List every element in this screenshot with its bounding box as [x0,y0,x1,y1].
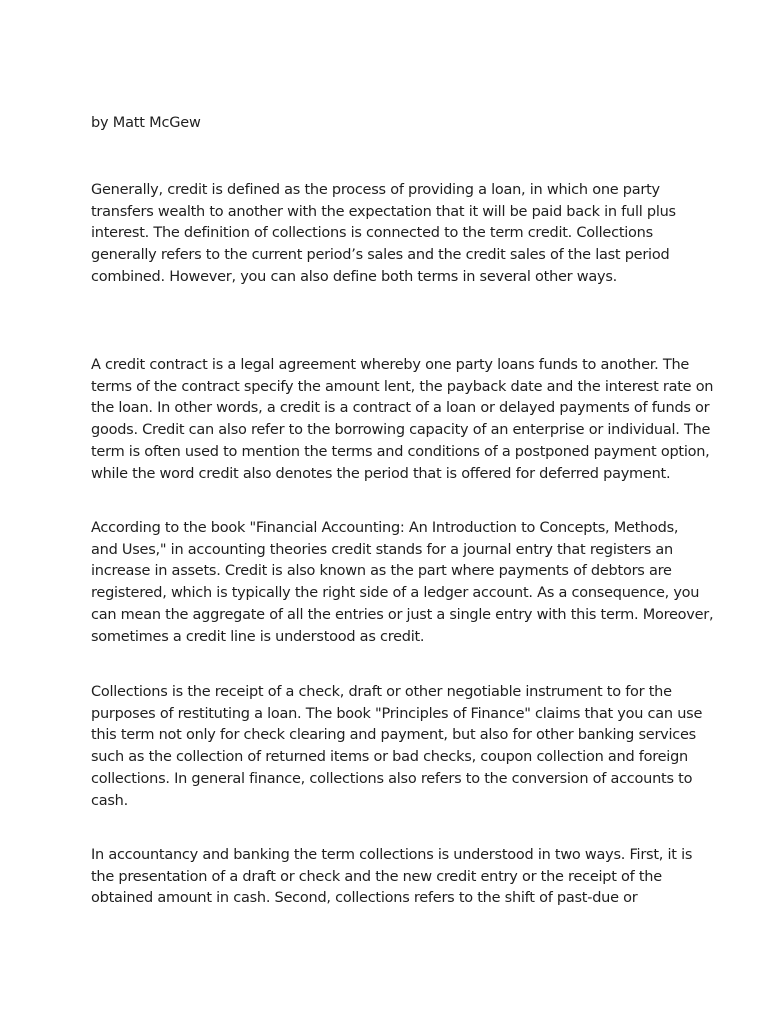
text-line: goods. Credit can also refer to the borrowing capacity of an enterprise or individual. The [91,422,711,439]
text-line: Collections is the receipt of a check, draft or other negotiable instrument to for the [91,684,672,700]
text-line: combined. However, you can also define both terms in several other ways. [91,268,617,285]
paragraph-financial-accounting [91,518,714,648]
paragraph-credit-contract [91,355,714,485]
text-line: the loan. In other words, a credit is a contract of a loan or delayed payments of funds or [91,400,710,417]
text-line: while the word credit also denotes the period that is offered for deferred payment. [91,465,671,482]
text-line: obtained amount in cash. Second, collections refers to the shift of past-due or [91,890,638,907]
text-line: According to the book "Financial Accounting: An Introduction to Concepts, Methods, [91,520,679,536]
text-line: such as the collection of returned items or bad checks, coupon collection and foreign [91,749,688,766]
text-line: registered, which is typically the right side of a ledger account. As a consequence, you [91,585,700,602]
text-line: purposes of restituting a loan. The book "Principles of Finance" claims that you can use [91,705,703,722]
text-line: interest. The definition of collections is connected to the term credit. Collections [91,225,653,242]
text-line: the presentation of a draft or check and the new credit entry or the receipt of the [91,868,662,885]
text-line: transfers wealth to another with the expectation that it will be paid back in full plus [91,203,676,220]
text-line: can mean the aggregate of all the entries or just a single entry with this term. Moreover, [91,606,714,623]
text-line: In accountancy and banking the term collections is understood in two ways. First, it is [91,847,693,863]
text-line: terms of the contract specify the amount lent, the payback date and the interest rate on [91,378,714,395]
text-line: increase in assets. Credit is also known as the part where payments of debtors are [91,563,672,580]
text-line: A credit contract is a legal agreement whereby one party loans funds to another. The [91,357,690,373]
text-line: this term not only for check clearing and payment, but also for other banking services [91,727,696,744]
author-byline: by Matt McGew [91,115,201,131]
text-line: sometimes a credit line is understood as credit. [91,628,425,645]
text-line: collections. In general finance, collections also refers to the conversion of accounts to [91,770,693,787]
paragraph-credit-definition [91,180,691,289]
text-line: term is often used to mention the terms and conditions of a postponed payment option, [91,443,710,460]
text-line: generally refers to the current period’s sales and the credit sales of the last period [91,247,670,264]
text-line: Generally, credit is defined as the process of providing a loan, in which one party [91,182,660,198]
paragraph-collections-definition [91,682,703,812]
text-line: and Uses," in accounting theories credit stands for a journal entry that registers an [91,541,673,558]
paragraph-accountancy-banking [91,845,691,910]
text-line: cash. [91,792,128,809]
